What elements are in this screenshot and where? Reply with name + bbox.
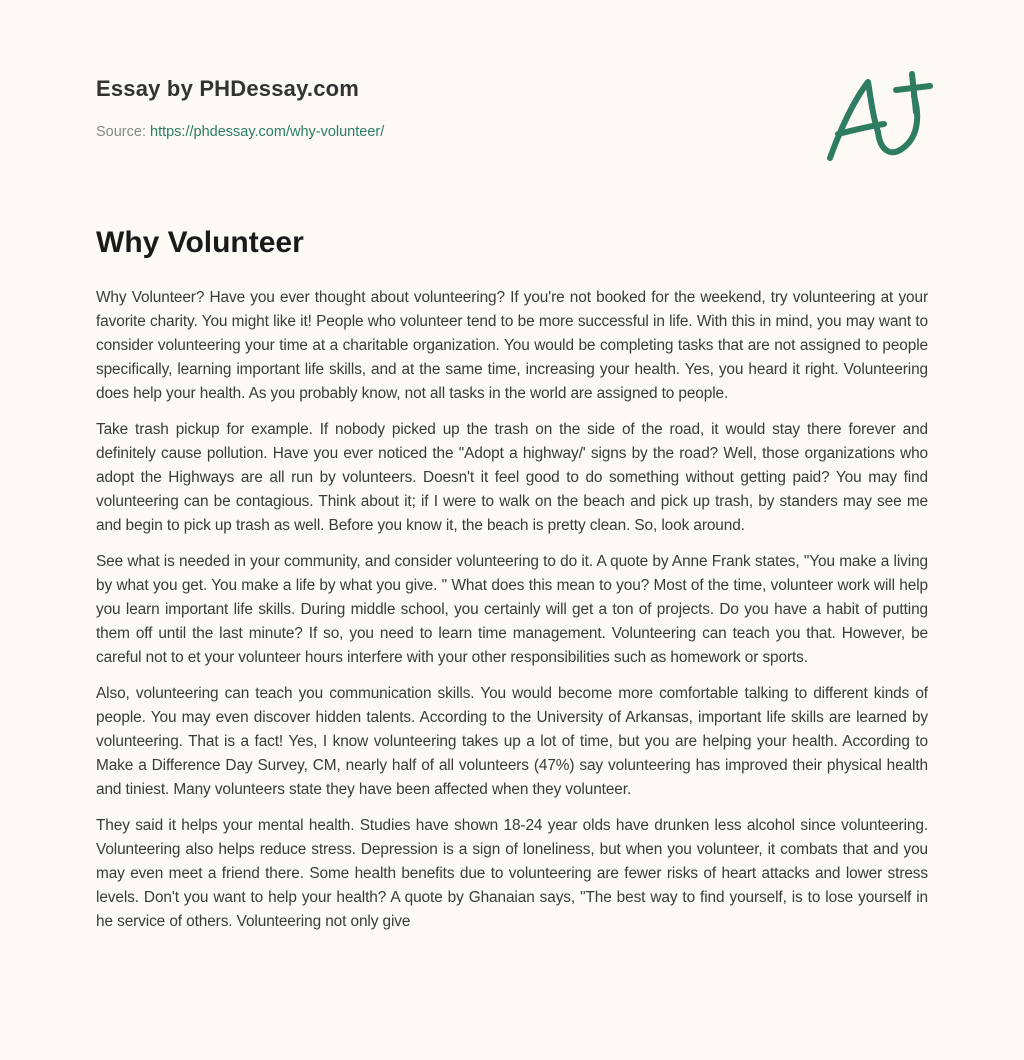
essay-paragraph: Take trash pickup for example. If nobody picked up the trash on the side of the road, it would stay there forever and definitely cause pollution. Have you ever noticed the "Adopt a highway/' signs by the road? Well, those organizations who adopt the Highways are all run by volunteers. Doesn't it feel good to do something without getting paid? You may find volunteering can be contagious. Think about it; if I were to walk on the beach and pick up trash, by standers may see me and begin to pick up trash as well. Before you know it, the beach is pretty clean. So, look around. (96, 421, 928, 534)
essay-title: Why Volunteer (96, 226, 304, 259)
essay-paragraph: They said it helps your mental health. Studies have shown 18-24 year olds have drunken less alcohol since volunteering. Volunteering also helps reduce stress. Depression is a sign of loneliness, but when you volunteer, it combats that and you may even meet a friend there. Some health benefits due to volunteering are fewer risks of heart attacks and lower stress levels. Don't you want to help your health? A quote by Ghanaian says, "The best way to find yourself, is to lose yourself in he service of others. Volunteering not only give (96, 817, 928, 930)
source-label: Source: (96, 124, 150, 140)
source-link[interactable]: https://phdessay.com/why-volunteer/ (150, 124, 385, 140)
brand-title: Essay by PHDessay.com (96, 76, 360, 101)
essay-body (96, 286, 928, 946)
essay-paragraph: Why Volunteer? Have you ever thought about volunteering? If you're not booked for the weekend, try volunteering at your favorite charity. You might like it! People who volunteer tend to be more successful in life. With this in mind, you may want to consider volunteering your time at a charitable organization. You would be completing tasks that are not assigned to people specifically, learning important life skills, and at the same time, increasing your health. Yes, you heard it right. Volunteering does help your health. As you probably know, not all tasks in the world are assigned to people. (96, 289, 928, 402)
source-line (96, 124, 384, 140)
page-header (96, 76, 384, 140)
essay-paragraph: Also, volunteering can teach you communication skills. You would become more comfortable talking to different kinds of people. You may even discover hidden talents. According to the University of Arkansas, important life skills are learned by volunteering. That is a fact! Yes, I know volunteering takes up a lot of time, but you are helping your health. According to Make a Difference Day Survey, CM, nearly half of all volunteers (47%) say volunteering has improved their physical health and tiniest. Many volunteers state they have been affected when they volunteer. (96, 685, 928, 798)
essay-paragraph: See what is needed in your community, and consider volunteering to do it. A quote by Anne Frank states, "You make a living by what you get. You make a life by what you give. " What does this mean to you? Most of the time, volunteer work will help you learn important life skills. During middle school, you certainly will get a ton of projects. Do you have a habit of putting them off until the last minute? If so, you need to learn time management. Volunteering can teach you that. However, be careful not to et your volunteer hours interfere with your other responsibilities such as homework or sports. (96, 553, 928, 666)
a-plus-grade-icon (818, 66, 936, 168)
